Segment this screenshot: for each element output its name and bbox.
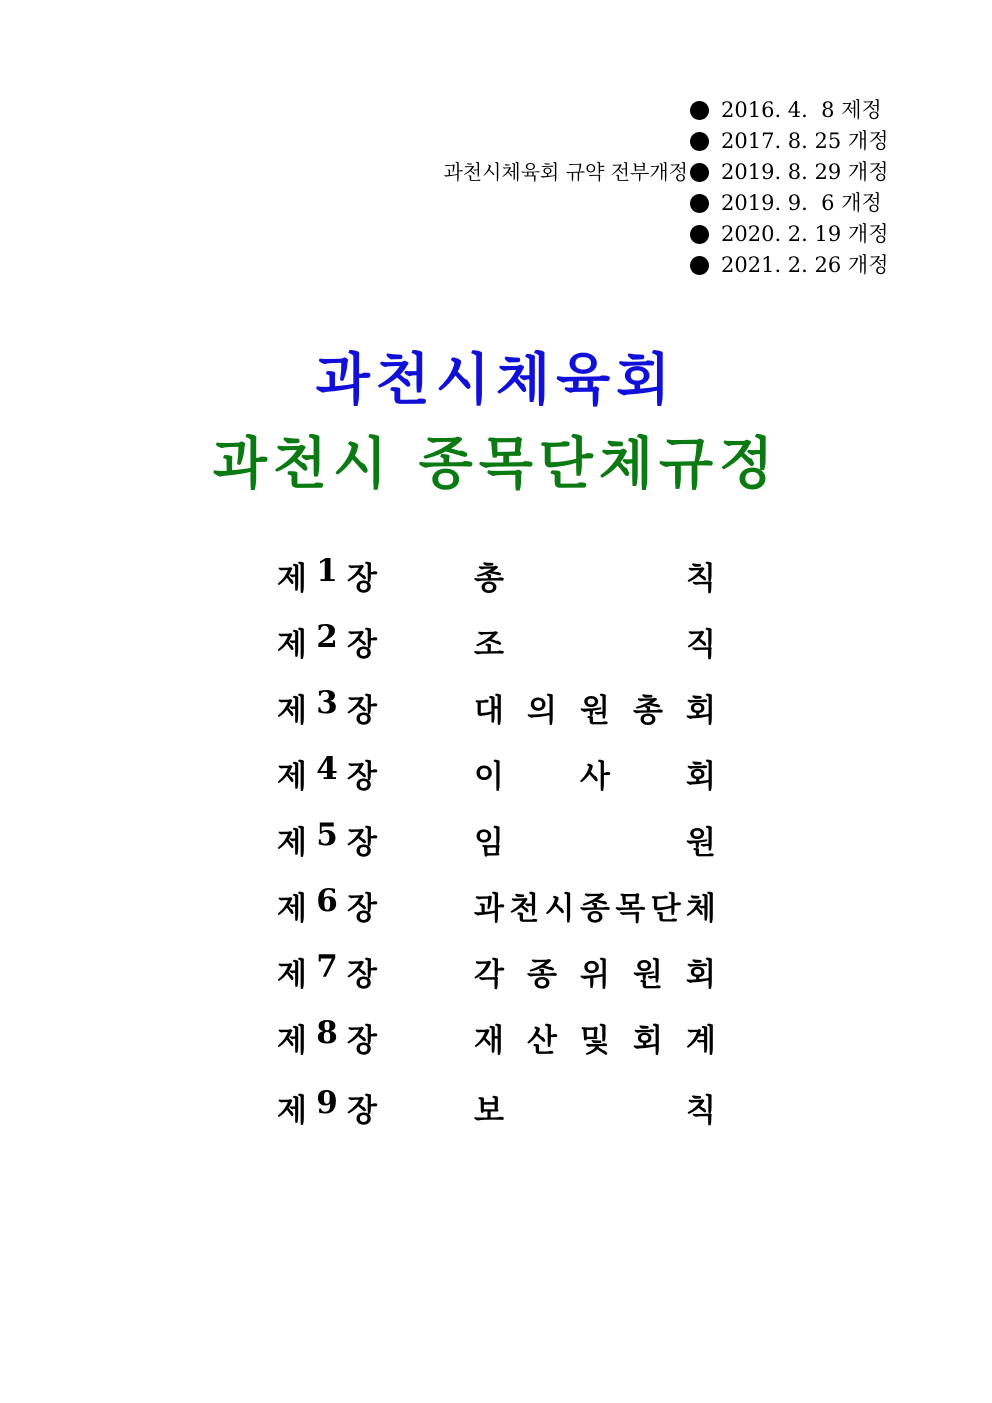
toc-item: [0, 545, 992, 611]
history-entry: [721, 219, 889, 250]
history-row: [0, 157, 900, 188]
chapter-title: 보 칙: [474, 1093, 716, 1129]
chapter-number: 제 5 장: [277, 817, 377, 861]
toc-item: [0, 941, 992, 1007]
history-entry: [721, 126, 889, 157]
toc-item: [0, 611, 992, 677]
bullet-icon: [690, 101, 709, 120]
history-date: 2019. 8. 29: [721, 160, 842, 184]
history-row: [0, 126, 900, 157]
revision-note: 과천시체육회 규약 전부개정: [443, 160, 688, 184]
history-entry: [721, 157, 889, 188]
chapter-title: 재 산 및 회 계: [474, 1023, 716, 1059]
history-entry: [721, 250, 889, 281]
chapter-number: 제 2 장: [277, 619, 377, 663]
chapter-title: 총 칙: [474, 561, 716, 597]
toc-item: [0, 1007, 992, 1073]
chapter-number: 제 3 장: [277, 685, 377, 729]
toc-item: [0, 875, 992, 941]
chapter-number: 제 9 장: [277, 1085, 377, 1129]
toc-item: [0, 677, 992, 743]
chapter-number: 제 4 장: [277, 751, 377, 795]
bullet-icon: [690, 132, 709, 151]
history-type: 개정: [847, 129, 889, 153]
chapter-title: 각 종 위 원 회: [474, 957, 716, 993]
bullet-icon: [690, 225, 709, 244]
history-type: 개정: [847, 253, 889, 277]
document-title: 과천시 종목단체규정: [212, 431, 780, 497]
chapter-number: 제 8 장: [277, 1015, 377, 1059]
history-row: [0, 219, 900, 250]
bullet-icon: [690, 163, 709, 182]
bullet-icon: [690, 194, 709, 213]
table-of-contents: [0, 545, 992, 1143]
chapter-title: 임 원: [474, 825, 716, 861]
history-entry: [721, 95, 882, 126]
toc-item: [0, 809, 992, 875]
history-row: [0, 188, 900, 219]
revision-history: [0, 95, 900, 281]
history-type: 제정: [841, 98, 882, 122]
history-date: 2021. 2. 26: [721, 253, 842, 277]
chapter-number: 제 7 장: [277, 949, 377, 993]
toc-item: [0, 1077, 992, 1143]
history-type: 개정: [847, 160, 889, 184]
chapter-number: 제 1 장: [277, 553, 377, 597]
chapter-title: 대 의 원 총 회: [474, 693, 716, 729]
chapter-title: 이 사 회: [474, 759, 716, 795]
chapter-title: 과 천 시 종 목 단 체: [474, 891, 716, 927]
bullet-icon: [690, 256, 709, 275]
history-type: 개정: [847, 222, 889, 246]
history-row: [0, 95, 900, 126]
history-date: 2017. 8. 25: [721, 129, 842, 153]
history-date: 2019. 9. 6: [721, 191, 835, 215]
toc-item: [0, 743, 992, 809]
history-date: 2020. 2. 19: [721, 222, 842, 246]
history-date: 2016. 4. 8: [721, 98, 835, 122]
organization-title: 과천시체육회: [315, 347, 677, 413]
chapter-number: 제 6 장: [277, 883, 377, 927]
history-row: [0, 250, 900, 281]
history-entry: [721, 188, 882, 219]
history-type: 개정: [841, 191, 882, 215]
chapter-title: 조 직: [474, 627, 716, 663]
